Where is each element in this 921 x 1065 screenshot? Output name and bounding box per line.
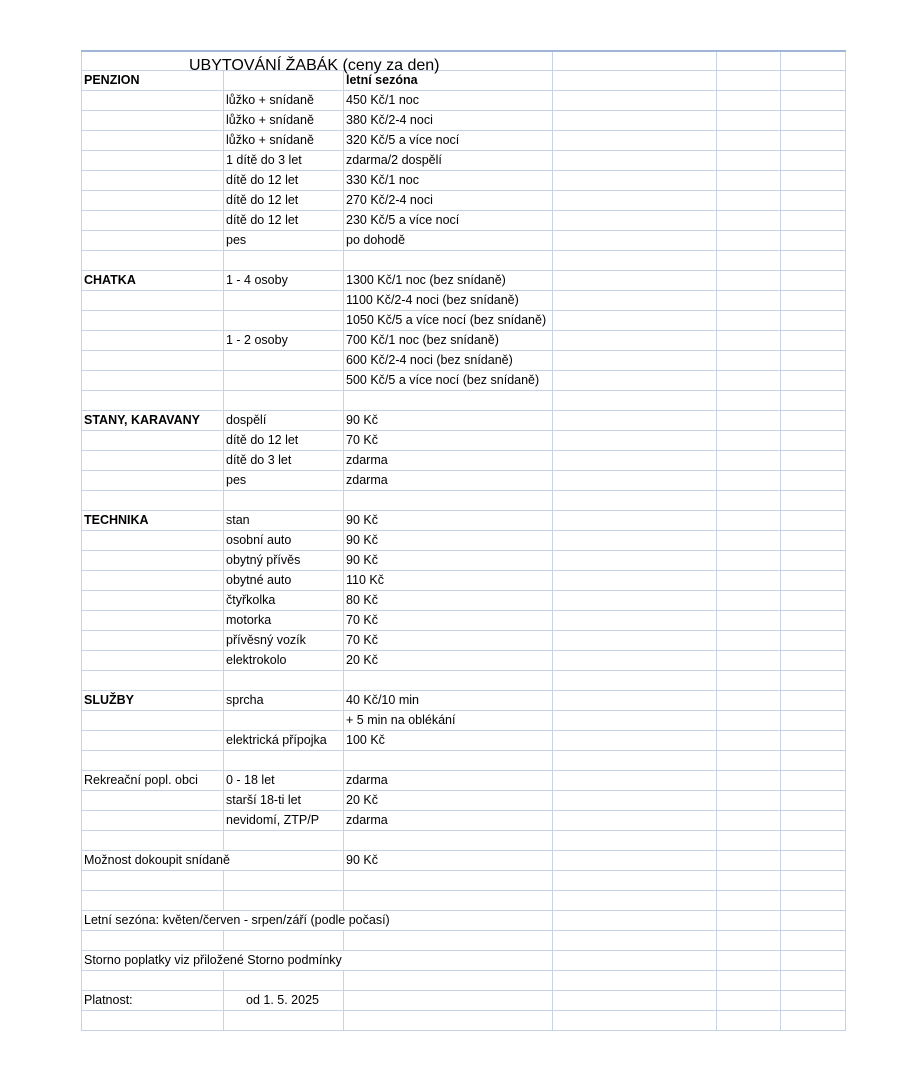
price-cell: 1300 Kč/1 noc (bez snídaně) <box>344 271 553 291</box>
section-label-technika: TECHNIKA <box>82 511 224 531</box>
item-cell: nevidomí, ZTP/P <box>224 811 344 831</box>
item-cell: obytné auto <box>224 571 344 591</box>
table-row <box>82 371 846 391</box>
table-row <box>82 951 846 971</box>
item-cell: starší 18-ti let <box>224 791 344 811</box>
table-row <box>82 611 846 631</box>
table-row <box>82 131 846 151</box>
empty-row <box>82 391 846 411</box>
price-cell: 100 Kč <box>344 731 553 751</box>
price-cell: 700 Kč/1 noc (bez snídaně) <box>344 331 553 351</box>
price-cell: 90 Kč <box>344 531 553 551</box>
table-row <box>82 471 846 491</box>
table-row <box>82 351 846 371</box>
price-cell: zdarma/2 dospělí <box>344 151 553 171</box>
table-row <box>82 631 846 651</box>
item-cell: osobní auto <box>224 531 344 551</box>
item-cell: přívěsný vozík <box>224 631 344 651</box>
table-row <box>82 771 846 791</box>
price-cell: 380 Kč/2-4 noci <box>344 111 553 131</box>
item-cell: pes <box>224 471 344 491</box>
price-cell: zdarma <box>344 771 553 791</box>
price-cell: 80 Kč <box>344 591 553 611</box>
table-row <box>82 271 846 291</box>
item-cell: dítě do 12 let <box>224 191 344 211</box>
item-cell: dítě do 12 let <box>224 171 344 191</box>
empty-row <box>82 871 846 891</box>
price-cell: 70 Kč <box>344 431 553 451</box>
season-note: Letní sezóna: květen/červen - srpen/září (podle počasí) <box>82 911 224 931</box>
section-label-rekreacni: Rekreační popl. obci <box>82 771 224 791</box>
empty-row <box>82 931 846 951</box>
table-row <box>82 651 846 671</box>
section-label-stany: STANY, KARAVANY <box>82 411 224 431</box>
item-cell: 1 - 2 osoby <box>224 331 344 351</box>
item-cell: 1 - 4 osoby <box>224 271 344 291</box>
page-title: UBYTOVÁNÍ ŽABÁK (ceny za den) <box>189 57 440 74</box>
price-cell: 320 Kč/5 a více nocí <box>344 131 553 151</box>
price-table <box>81 50 846 1031</box>
price-cell: 330 Kč/1 noc <box>344 171 553 191</box>
item-cell <box>224 711 344 731</box>
table-row <box>82 111 846 131</box>
table-row <box>82 691 846 711</box>
empty-row <box>82 491 846 511</box>
table-row <box>82 231 846 251</box>
table-row <box>82 591 846 611</box>
item-cell <box>224 311 344 331</box>
price-cell: 270 Kč/2-4 noci <box>344 191 553 211</box>
table-row <box>82 851 846 871</box>
empty-row <box>82 671 846 691</box>
table-row <box>82 431 846 451</box>
table-row <box>82 911 846 931</box>
table-row <box>82 191 846 211</box>
storno-note: Storno poplatky viz přiložené Storno podmínky <box>82 951 224 971</box>
item-cell: 1 dítě do 3 let <box>224 151 344 171</box>
item-cell: elektrická přípojka <box>224 731 344 751</box>
item-cell: sprcha <box>224 691 344 711</box>
price-cell: 230 Kč/5 a více nocí <box>344 211 553 231</box>
item-cell: pes <box>224 231 344 251</box>
table-row <box>82 291 846 311</box>
item-cell: čtyřkolka <box>224 591 344 611</box>
price-sheet <box>81 50 845 1036</box>
section-label-sluzby: SLUŽBY <box>82 691 224 711</box>
table-row <box>82 811 846 831</box>
price-cell: po dohodě <box>344 231 553 251</box>
table-row <box>82 151 846 171</box>
item-cell: lůžko + snídaně <box>224 131 344 151</box>
price-cell: 20 Kč <box>344 651 553 671</box>
table-row <box>82 791 846 811</box>
item-cell: obytný přívěs <box>224 551 344 571</box>
item-cell: dospělí <box>224 411 344 431</box>
price-cell: 110 Kč <box>344 571 553 591</box>
price-cell: 70 Kč <box>344 631 553 651</box>
item-cell: 0 - 18 let <box>224 771 344 791</box>
price-cell: + 5 min na oblékání <box>344 711 553 731</box>
section-label-chatka: CHATKA <box>82 271 224 291</box>
price-cell: 90 Kč <box>344 411 553 431</box>
table-row <box>82 551 846 571</box>
table-row <box>82 331 846 351</box>
table-row <box>82 311 846 331</box>
price-cell: 500 Kč/5 a více nocí (bez snídaně) <box>344 371 553 391</box>
price-cell: 90 Kč <box>344 511 553 531</box>
item-cell <box>224 351 344 371</box>
empty-row <box>82 1011 846 1031</box>
item-cell: stan <box>224 511 344 531</box>
table-row <box>82 511 846 531</box>
section-label-penzion: PENZION <box>82 71 224 91</box>
empty-row <box>82 251 846 271</box>
price-cell: 600 Kč/2-4 noci (bez snídaně) <box>344 351 553 371</box>
table-row <box>82 211 846 231</box>
item-cell: dítě do 12 let <box>224 211 344 231</box>
price-cell: 1050 Kč/5 a více nocí (bez snídaně) <box>344 311 553 331</box>
item-cell: lůžko + snídaně <box>224 91 344 111</box>
price-cell: 40 Kč/10 min <box>344 691 553 711</box>
price-cell: 70 Kč <box>344 611 553 631</box>
price-cell: zdarma <box>344 451 553 471</box>
table-row <box>82 991 846 1011</box>
table-row <box>82 731 846 751</box>
empty-row <box>82 831 846 851</box>
price-cell: 1100 Kč/2-4 noci (bez snídaně) <box>344 291 553 311</box>
table-row <box>82 171 846 191</box>
table-row <box>82 571 846 591</box>
price-cell: 20 Kč <box>344 791 553 811</box>
empty-row <box>82 971 846 991</box>
table-row <box>82 531 846 551</box>
item-cell: dítě do 12 let <box>224 431 344 451</box>
empty-row <box>82 891 846 911</box>
item-cell: dítě do 3 let <box>224 451 344 471</box>
item-cell <box>224 291 344 311</box>
price-cell: 450 Kč/1 noc <box>344 91 553 111</box>
breakfast-label: Možnost dokoupit snídaně <box>82 851 224 871</box>
table-row <box>82 711 846 731</box>
price-cell: zdarma <box>344 811 553 831</box>
season-header: letní sezóna <box>344 71 553 91</box>
empty-row <box>82 751 846 771</box>
price-cell: 90 Kč <box>344 551 553 571</box>
item-cell: motorka <box>224 611 344 631</box>
table-row <box>82 91 846 111</box>
validity-value: od 1. 5. 2025 <box>224 991 344 1011</box>
item-cell: elektrokolo <box>224 651 344 671</box>
item-cell <box>224 371 344 391</box>
table-row <box>82 451 846 471</box>
table-row <box>82 411 846 431</box>
item-cell: lůžko + snídaně <box>224 111 344 131</box>
price-cell: zdarma <box>344 471 553 491</box>
validity-label: Platnost: <box>82 991 224 1011</box>
breakfast-price: 90 Kč <box>344 851 553 871</box>
